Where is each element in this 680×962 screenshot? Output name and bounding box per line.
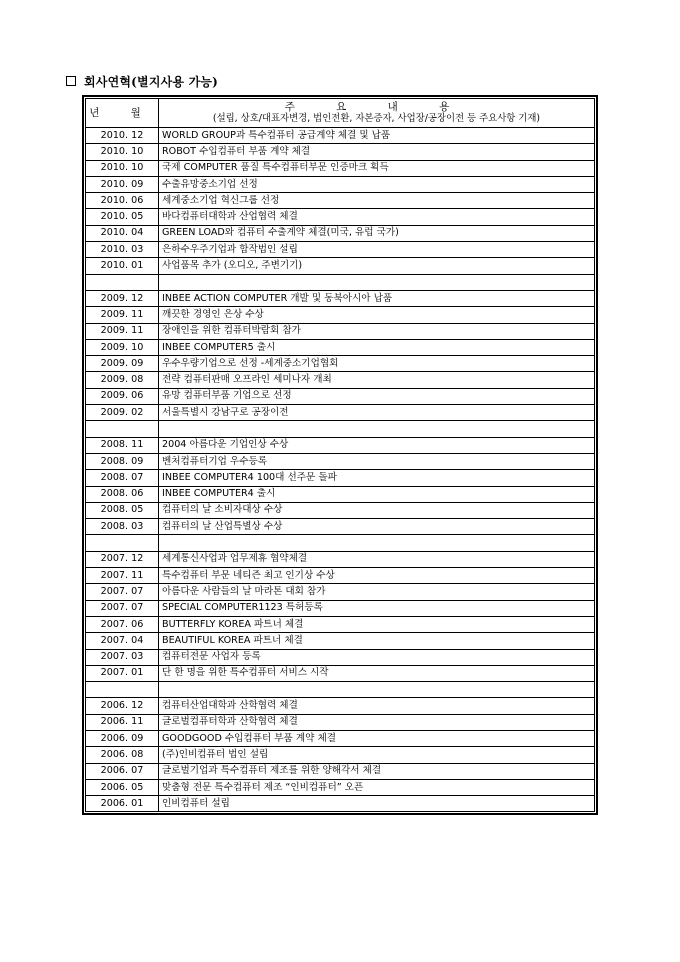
table-row bbox=[86, 568, 595, 584]
row-date: 2009. 02 bbox=[86, 405, 159, 421]
row-date: 2006. 01 bbox=[86, 796, 159, 812]
row-description: 우수우량기업으로 선정 -세계중소기업협회 bbox=[159, 356, 595, 372]
table-row bbox=[86, 144, 595, 160]
blank-cell bbox=[86, 274, 159, 290]
table-row bbox=[86, 176, 595, 192]
table-row bbox=[86, 747, 595, 763]
table-row bbox=[86, 779, 595, 795]
table-row bbox=[86, 258, 595, 274]
row-date: 2010. 03 bbox=[86, 242, 159, 258]
row-description: 단 한 명을 위한 특수컴퓨터 서비스 시작 bbox=[159, 665, 595, 681]
row-date: 2008. 06 bbox=[86, 486, 159, 502]
row-date: 2007. 11 bbox=[86, 568, 159, 584]
table-row bbox=[86, 323, 595, 339]
row-description: 글로벌컴퓨터학과 산학협력 체결 bbox=[159, 714, 595, 730]
row-description: GREEN LOAD와 컴퓨터 수출계약 체결(미국, 유럽 국가) bbox=[159, 225, 595, 241]
row-description: 전략 컴퓨터판매 오프라인 세미나자 개최 bbox=[159, 372, 595, 388]
blank-cell bbox=[159, 682, 595, 698]
row-description: 장애인을 위한 컴퓨터박람회 참가 bbox=[159, 323, 595, 339]
row-date: 2007. 12 bbox=[86, 551, 159, 567]
row-date: 2010. 06 bbox=[86, 193, 159, 209]
row-description: 2004 아름다운 기업인상 수상 bbox=[159, 437, 595, 453]
row-date: 2010. 05 bbox=[86, 209, 159, 225]
row-description: 바다컴퓨터대학과 산업협력 체결 bbox=[159, 209, 595, 225]
table-row bbox=[86, 405, 595, 421]
row-description: 글로벌기업과 특수컴퓨터 제조를 위한 양해각서 체결 bbox=[159, 763, 595, 779]
row-description: 컴퓨터산업대학과 산학협력 체결 bbox=[159, 698, 595, 714]
row-date: 2006. 07 bbox=[86, 763, 159, 779]
row-description: 유망 컴퓨터부품 기업으로 선정 bbox=[159, 388, 595, 404]
row-date: 2007. 06 bbox=[86, 616, 159, 632]
table-row bbox=[86, 584, 595, 600]
table-row bbox=[86, 453, 595, 469]
row-date: 2006. 09 bbox=[86, 730, 159, 746]
row-date: 2007. 03 bbox=[86, 649, 159, 665]
checkbox-square-icon bbox=[66, 76, 76, 86]
blank-cell bbox=[86, 535, 159, 551]
table-row bbox=[86, 160, 595, 176]
row-description: BEAUTIFUL KOREA 파트너 체결 bbox=[159, 633, 595, 649]
blank-cell bbox=[159, 274, 595, 290]
table-row bbox=[86, 193, 595, 209]
row-date: 2008. 09 bbox=[86, 453, 159, 469]
row-date: 2006. 11 bbox=[86, 714, 159, 730]
table-row bbox=[86, 616, 595, 632]
row-description: 컴퓨터의 날 소비자대상 수상 bbox=[159, 502, 595, 518]
table-row bbox=[86, 649, 595, 665]
row-description: ROBOT 수입컴퓨터 부품 계약 체결 bbox=[159, 144, 595, 160]
row-date: 2008. 11 bbox=[86, 437, 159, 453]
table-row bbox=[86, 388, 595, 404]
table-row bbox=[86, 339, 595, 355]
row-date: 2010. 01 bbox=[86, 258, 159, 274]
header-description-sub: (설립, 상호/대표자변경, 법인전환, 자본증자, 사업장/공장이전 등 주요사항 기재) bbox=[212, 113, 541, 124]
table-row bbox=[86, 209, 595, 225]
row-description: INBEE COMPUTER4 100대 선주문 돌파 bbox=[159, 470, 595, 486]
blank-separator-row bbox=[86, 682, 595, 698]
table-row bbox=[86, 519, 595, 535]
table-row bbox=[86, 665, 595, 681]
row-date: 2009. 11 bbox=[86, 307, 159, 323]
row-description: 벤처컴퓨터기업 우수등록 bbox=[159, 453, 595, 469]
table-row bbox=[86, 307, 595, 323]
blank-separator-row bbox=[86, 535, 595, 551]
row-date: 2010. 10 bbox=[86, 160, 159, 176]
header-date: 년 월 bbox=[86, 99, 159, 128]
table-row bbox=[86, 128, 595, 144]
row-date: 2006. 08 bbox=[86, 747, 159, 763]
blank-cell bbox=[86, 682, 159, 698]
row-description: 국제 COMPUTER 품질 특수컴퓨터부문 인증마크 획득 bbox=[159, 160, 595, 176]
row-description: INBEE COMPUTER4 출시 bbox=[159, 486, 595, 502]
row-description: INBEE ACTION COMPUTER 개발 및 동북아시아 납품 bbox=[159, 290, 595, 306]
row-date: 2007. 01 bbox=[86, 665, 159, 681]
row-date: 2010. 04 bbox=[86, 225, 159, 241]
table-row bbox=[86, 356, 595, 372]
row-description: INBEE COMPUTER5 출시 bbox=[159, 339, 595, 355]
row-description: 사업품목 추가 (오디오, 주변기기) bbox=[159, 258, 595, 274]
table-row bbox=[86, 290, 595, 306]
section-heading bbox=[66, 72, 218, 90]
row-description: 맞춤형 전문 특수컴퓨터 제조 “인비컴퓨터” 오픈 bbox=[159, 779, 595, 795]
row-description: SPECIAL COMPUTER1123 특허등록 bbox=[159, 600, 595, 616]
row-date: 2010. 10 bbox=[86, 144, 159, 160]
company-history-table bbox=[85, 98, 595, 812]
row-date: 2009. 06 bbox=[86, 388, 159, 404]
row-date: 2007. 07 bbox=[86, 600, 159, 616]
blank-cell bbox=[86, 421, 159, 437]
table-row bbox=[86, 633, 595, 649]
row-date: 2009. 12 bbox=[86, 290, 159, 306]
blank-separator-row bbox=[86, 421, 595, 437]
row-description: GOODGOOD 수입컴퓨터 부품 계약 체결 bbox=[159, 730, 595, 746]
table-row bbox=[86, 763, 595, 779]
table-row bbox=[86, 502, 595, 518]
row-description: WORLD GROUP과 특수컴퓨터 공급계약 체결 및 납품 bbox=[159, 128, 595, 144]
table-body bbox=[86, 128, 595, 812]
row-description: 컴퓨터의 날 산업특별상 수상 bbox=[159, 519, 595, 535]
table-header-row bbox=[86, 99, 595, 128]
row-date: 2009. 09 bbox=[86, 356, 159, 372]
row-description: BUTTERFLY KOREA 파트너 체결 bbox=[159, 616, 595, 632]
table-row bbox=[86, 470, 595, 486]
history-table-frame bbox=[82, 95, 598, 815]
table-row bbox=[86, 600, 595, 616]
row-description: 세계중소기업 혁신그룹 선정 bbox=[159, 193, 595, 209]
row-description: 은하수우주기업과 합작법인 설립 bbox=[159, 242, 595, 258]
row-description: 인비컴퓨터 설립 bbox=[159, 796, 595, 812]
table-row bbox=[86, 486, 595, 502]
row-description: 깨끗한 경영인 은상 수상 bbox=[159, 307, 595, 323]
row-date: 2010. 09 bbox=[86, 176, 159, 192]
row-description: (주)인비컴퓨터 법인 설립 bbox=[159, 747, 595, 763]
table-row bbox=[86, 714, 595, 730]
row-date: 2010. 12 bbox=[86, 128, 159, 144]
header-description bbox=[159, 99, 595, 128]
table-row bbox=[86, 551, 595, 567]
row-description: 세계통신사업과 업무제휴 협약체결 bbox=[159, 551, 595, 567]
row-date: 2009. 11 bbox=[86, 323, 159, 339]
row-description: 컴퓨터전문 사업자 등록 bbox=[159, 649, 595, 665]
header-description-main: 주 요 내 용 bbox=[284, 101, 469, 113]
row-description: 서울특별시 강남구로 공장이전 bbox=[159, 405, 595, 421]
row-description: 특수컴퓨터 부문 네티즌 최고 인기상 수상 bbox=[159, 568, 595, 584]
table-row bbox=[86, 698, 595, 714]
table-row bbox=[86, 730, 595, 746]
row-description: 수출유망중소기업 선정 bbox=[159, 176, 595, 192]
row-date: 2007. 04 bbox=[86, 633, 159, 649]
row-description: 아름다운 사람들의 날 마라톤 대회 참가 bbox=[159, 584, 595, 600]
row-date: 2008. 03 bbox=[86, 519, 159, 535]
row-date: 2006. 12 bbox=[86, 698, 159, 714]
section-title: 회사연혁(별지사용 가능) bbox=[84, 74, 219, 89]
row-date: 2008. 05 bbox=[86, 502, 159, 518]
table-row bbox=[86, 372, 595, 388]
table-row bbox=[86, 796, 595, 812]
table-row bbox=[86, 242, 595, 258]
row-date: 2006. 05 bbox=[86, 779, 159, 795]
row-date: 2008. 07 bbox=[86, 470, 159, 486]
blank-cell bbox=[159, 535, 595, 551]
row-date: 2009. 10 bbox=[86, 339, 159, 355]
blank-separator-row bbox=[86, 274, 595, 290]
row-date: 2009. 08 bbox=[86, 372, 159, 388]
table-row bbox=[86, 437, 595, 453]
table-row bbox=[86, 225, 595, 241]
blank-cell bbox=[159, 421, 595, 437]
row-date: 2007. 07 bbox=[86, 584, 159, 600]
